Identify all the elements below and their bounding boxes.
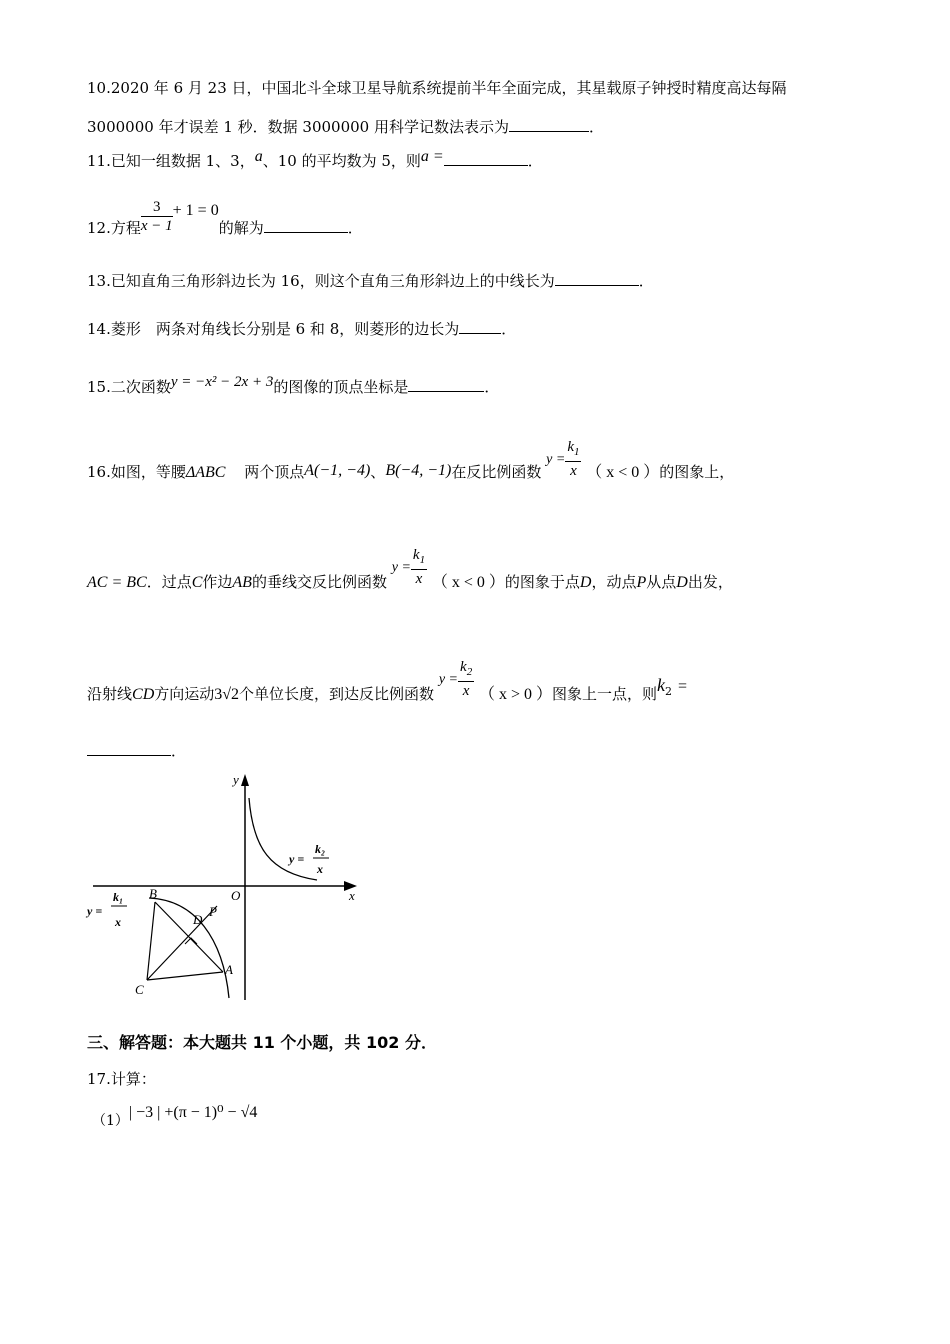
- q16-k2-num: [458, 658, 474, 682]
- q16-k2-answer-sub: 2: [665, 685, 673, 698]
- q16-p: P: [636, 574, 647, 591]
- figure-x-label: x: [349, 888, 355, 903]
- q16-point-a: A(−1, −4): [304, 462, 371, 479]
- q16-l4-end: ．: [171, 742, 187, 760]
- q16-l2-mid5: ，动点: [591, 573, 637, 591]
- q15-end: ．: [484, 378, 500, 396]
- q16-d2: D: [676, 574, 688, 591]
- q16-line4: [87, 740, 186, 761]
- q16-ac-bc: AC = BC: [87, 574, 147, 591]
- q16-x-3: x: [462, 683, 470, 699]
- figure-curve-k1: [149, 898, 229, 998]
- figure-origin-label: O: [231, 888, 241, 903]
- q13-blank[interactable]: [555, 271, 639, 286]
- q16-k1-num: [565, 438, 581, 462]
- q16-l3-mid2: 个单位长度，到达反比例函数: [239, 685, 435, 703]
- q16-l3-mid3: 图象上一点，则: [552, 685, 658, 703]
- q10-line1: 10.2020 年 6 月 23 日，中国北斗全球卫星导航系统提前半年全面完成，其星载原子钟授时精度高达每隔: [87, 79, 787, 97]
- q12-den: x − 1: [140, 218, 173, 234]
- q12-num: 3: [141, 198, 173, 217]
- figure-k2-den: x: [317, 862, 323, 876]
- q16-k2-sub: 2: [466, 666, 473, 678]
- q16-sep: 、: [370, 463, 386, 481]
- q12-prefix: 12.方程: [87, 218, 141, 237]
- figure-k1-num: k₁: [113, 890, 124, 904]
- q16-y-eq: y =: [546, 452, 566, 467]
- q12-suffix: 的解为: [218, 218, 264, 237]
- q16-x: x: [570, 463, 577, 479]
- q16-l2-mid3: 的垂线交反比例函数: [251, 573, 387, 591]
- q16-c: C: [191, 574, 203, 591]
- q15-blank[interactable]: [408, 377, 484, 392]
- figure-label-a: A: [225, 962, 233, 977]
- q16-k2: k: [460, 659, 467, 675]
- figure-side-ca: [147, 972, 223, 980]
- q16-length: 3√2: [214, 686, 240, 703]
- q16-point-b: B(−4, −1): [385, 462, 452, 479]
- q16-l2-mid6: 从点: [646, 573, 677, 591]
- q16-cond: （ x < 0 ）: [586, 464, 660, 481]
- q16-y-eq-2: y =: [391, 560, 411, 575]
- q14-text: 14.菱形 两条对角线长分别是 6 和 8，则菱形的边长为: [87, 320, 460, 338]
- q15-suffix: 的图像的顶点坐标是: [273, 378, 409, 396]
- q16-line3: [87, 650, 688, 703]
- figure-label-b: B: [149, 886, 157, 901]
- q12-end: ．: [347, 218, 363, 237]
- q16-frac-k1-2: [411, 546, 427, 588]
- q16-frac-k2: [458, 658, 474, 700]
- q13-end: ．: [638, 272, 654, 290]
- q16-d: D: [579, 574, 592, 591]
- q16-l2-mid: ．过点: [146, 573, 192, 591]
- q16-line1: [87, 432, 735, 481]
- q16-cd: CD: [132, 686, 155, 703]
- q16-figure: [85, 768, 375, 1008]
- q15-formula: y = −x² − 2x + 3: [170, 374, 274, 390]
- figure-label-c: C: [135, 982, 144, 997]
- q17-title: 17.计算：: [87, 1070, 156, 1088]
- q11-end: ．: [527, 152, 543, 170]
- figure-k1-y: y =: [87, 904, 103, 918]
- q16-blank[interactable]: [87, 741, 171, 756]
- q16-cond-pos: （ x > 0 ）: [478, 686, 552, 703]
- q16-cond-2: （ x < 0 ）: [431, 574, 505, 591]
- figure-label-d: D: [193, 912, 203, 927]
- figure-k2-num: k₂: [315, 842, 326, 856]
- q12-rest: + 1 = 0: [172, 201, 219, 219]
- q10-blank[interactable]: [509, 117, 589, 132]
- q16-ab: AB: [232, 574, 252, 591]
- q10-line2: [87, 116, 604, 137]
- q16-l2-mid4: 的图象于点: [504, 573, 580, 591]
- figure-k1-den: x: [115, 915, 121, 929]
- q15-prefix: 15.二次函数: [87, 378, 171, 396]
- q16-line2: [87, 540, 733, 591]
- figure-k2-y: y =: [289, 852, 305, 866]
- q12-fraction: [141, 198, 173, 235]
- q16-k1-2: k: [412, 547, 420, 563]
- q16-k1-num-2: [411, 546, 427, 570]
- q11-eq: a =: [420, 148, 444, 165]
- q11: [87, 150, 543, 171]
- figure-label-p: P: [209, 904, 217, 919]
- q10-end: ．: [589, 118, 605, 136]
- q16-fn: 在反比例函数: [451, 463, 542, 481]
- figure-y-arrow: [241, 774, 249, 786]
- q16-l2-end: 出发，: [687, 573, 733, 591]
- figure-side-bc: [147, 902, 155, 980]
- q16-k2-answer: k: [657, 675, 666, 695]
- q16-x-2: x: [415, 571, 423, 587]
- q16-y-eq-3: y =: [438, 672, 459, 687]
- q16-mid: 两个顶点: [244, 463, 305, 481]
- q14-blank[interactable]: [459, 319, 501, 334]
- q10-text: 3000000 年才误差 1 秒．数据 3000000 用科学记数法表示为: [87, 118, 509, 136]
- q16-l1-end: 的图象上，: [659, 463, 735, 481]
- q17-part1: [92, 1102, 258, 1129]
- q16-k1-sub: 1: [573, 446, 580, 458]
- q12-blank[interactable]: [264, 218, 348, 233]
- q16-prefix: 16.如图，等腰: [87, 463, 186, 481]
- q17-part1-expr: | −3 | +(π − 1)⁰ − √4: [128, 1104, 258, 1121]
- q16-l2-mid2: 作边: [202, 573, 233, 591]
- section3-title: 三、解答题：本大题共 11 个小题，共 102 分．: [87, 1033, 437, 1052]
- q16-eq: =: [678, 678, 688, 695]
- figure-ray-cp: [147, 906, 217, 980]
- q16-triangle: ΔABC: [185, 464, 226, 481]
- q16-k1-sub-2: 1: [419, 554, 426, 566]
- q16-l3-prefix: 沿射线: [87, 685, 133, 703]
- q17-part1-label: （1）: [92, 1113, 129, 1129]
- figure-y-label: y: [233, 772, 239, 787]
- q11-prefix: 11.已知一组数据 1、3，: [87, 152, 255, 170]
- q14: [87, 318, 516, 339]
- q11-mid: 、10 的平均数为 5，则: [262, 152, 421, 170]
- figure-curve-k2: [249, 798, 317, 880]
- q11-var: a: [254, 148, 263, 165]
- q14-end: ．: [501, 320, 517, 338]
- q16-frac-k1: [565, 438, 581, 480]
- q16-k1: k: [567, 439, 574, 455]
- q13: [87, 270, 654, 291]
- q15: [87, 376, 499, 397]
- q12: [87, 186, 363, 237]
- q11-blank[interactable]: [444, 151, 528, 166]
- q16-l3-mid: 方向运动: [154, 685, 215, 703]
- q13-text: 13.已知直角三角形斜边长为 16，则这个直角三角形斜边上的中线长为: [87, 272, 555, 290]
